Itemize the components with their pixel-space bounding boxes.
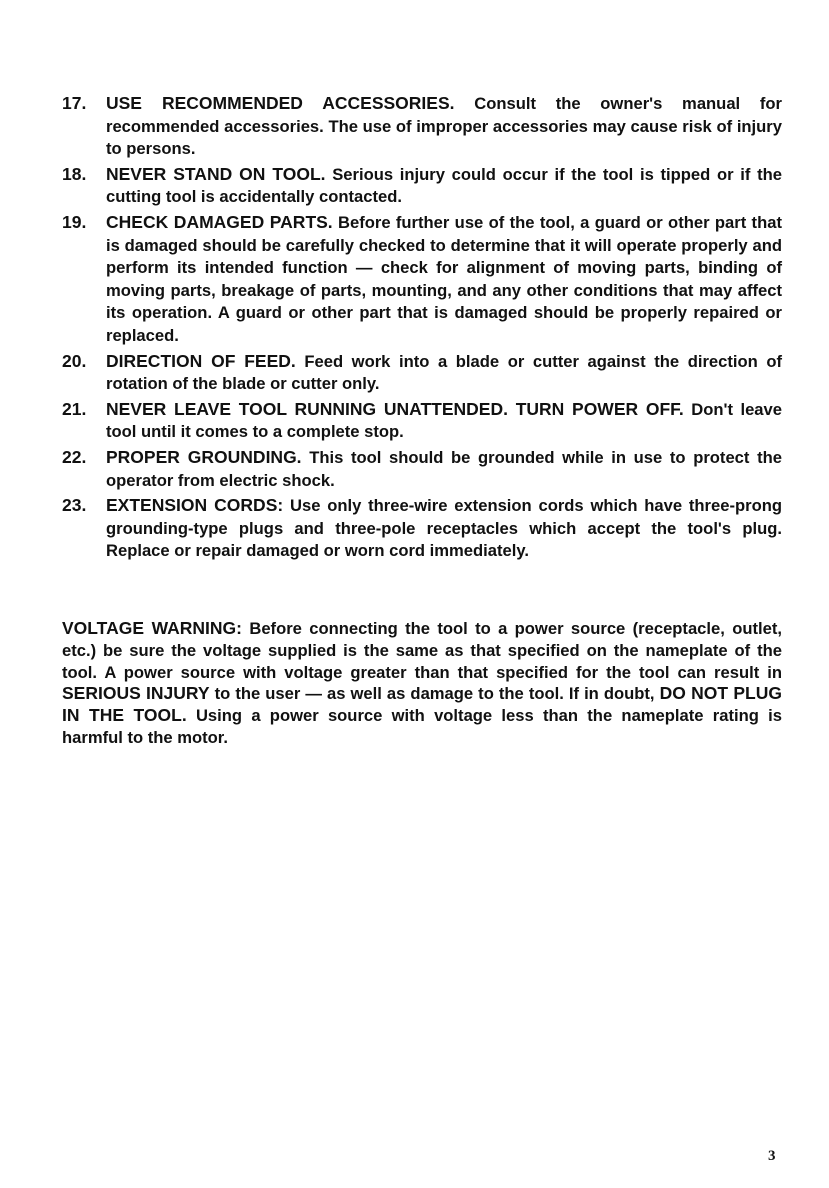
rule-number: 18. <box>62 163 87 184</box>
warning-text: Using a power source with voltage less than the nameplate rating is harmful to the motor. <box>62 706 782 747</box>
rule-number: 21. <box>62 398 87 419</box>
rule-body: Feed work into a blade or cutter against the direction of rotation of the blade or cutter only. <box>106 351 783 394</box>
safety-rule <box>62 163 782 209</box>
warning-heading: VOLTAGE WARNING: <box>62 618 242 638</box>
safety-rule <box>62 398 782 444</box>
rule-heading: PROPER GROUNDING. <box>106 446 302 467</box>
rule-number: 23. <box>62 495 87 516</box>
rule-heading: DIRECTION OF FEED. <box>106 350 296 371</box>
warning-emphasis: DO NOT PLUG IN THE TOOL. <box>62 683 782 726</box>
rule-body: Before further use of the tool, a guard or other part that is damaged should be carefully checked to determine that it will operate properly and perform its intended function — check for alignment of moving parts, binding of moving parts, breakage of parts, mounting, and any other conditions that may affect its operation. A guard or other part that is damaged should be properly repaired or replaced. <box>106 212 782 345</box>
rule-number: 19. <box>62 211 87 232</box>
safety-rule <box>62 494 782 563</box>
safety-rule <box>62 350 782 396</box>
rule-body: Consult the owner's manual for recommended accessories. The use of improper accessories may cause risk of injury to persons. <box>106 94 782 159</box>
safety-rule <box>62 92 782 161</box>
rule-body: This tool should be grounded while in use to protect the operator from electric shock. <box>106 447 782 490</box>
rule-body: Don't leave tool until it comes to a complete stop. <box>106 399 782 442</box>
rule-number: 22. <box>62 446 87 467</box>
rule-heading: NEVER LEAVE TOOL RUNNING UNATTENDED. TURN POWER OFF. <box>106 398 684 419</box>
rule-heading: USE RECOMMENDED ACCESSORIES. <box>106 93 455 113</box>
voltage-warning <box>62 618 782 749</box>
rule-heading: NEVER STAND ON TOOL. <box>106 163 326 184</box>
page-number: 3 <box>768 1148 776 1164</box>
rule-body: Use only three-wire extension cords which have three-prong grounding-type plugs and three-pole receptacles which accept the tool's plug. Replace or repair damaged or worn cord immediately. <box>106 496 782 561</box>
safety-rules-list <box>62 92 782 565</box>
warning-emphasis: SERIOUS INJURY <box>62 683 210 704</box>
safety-rule <box>62 446 782 492</box>
rule-number: 17. <box>62 93 87 113</box>
safety-rule <box>62 211 782 348</box>
rule-number: 20. <box>62 350 87 371</box>
warning-text: to the user — as well as damage to the tool. If in doubt, <box>214 684 655 704</box>
rule-heading: EXTENSION CORDS: <box>106 495 284 516</box>
warning-text: Before connecting the tool to a power source (receptacle, outlet, etc.) be sure the voltage supplied is the same as that specified on the nameplate of the tool. A power source with voltage greater than that specified for the tool can result in <box>62 619 782 682</box>
rule-body: Serious injury could occur if the tool is tipped or if the cutting tool is accidentally contacted. <box>106 164 782 207</box>
rule-heading: CHECK DAMAGED PARTS. <box>106 211 333 232</box>
